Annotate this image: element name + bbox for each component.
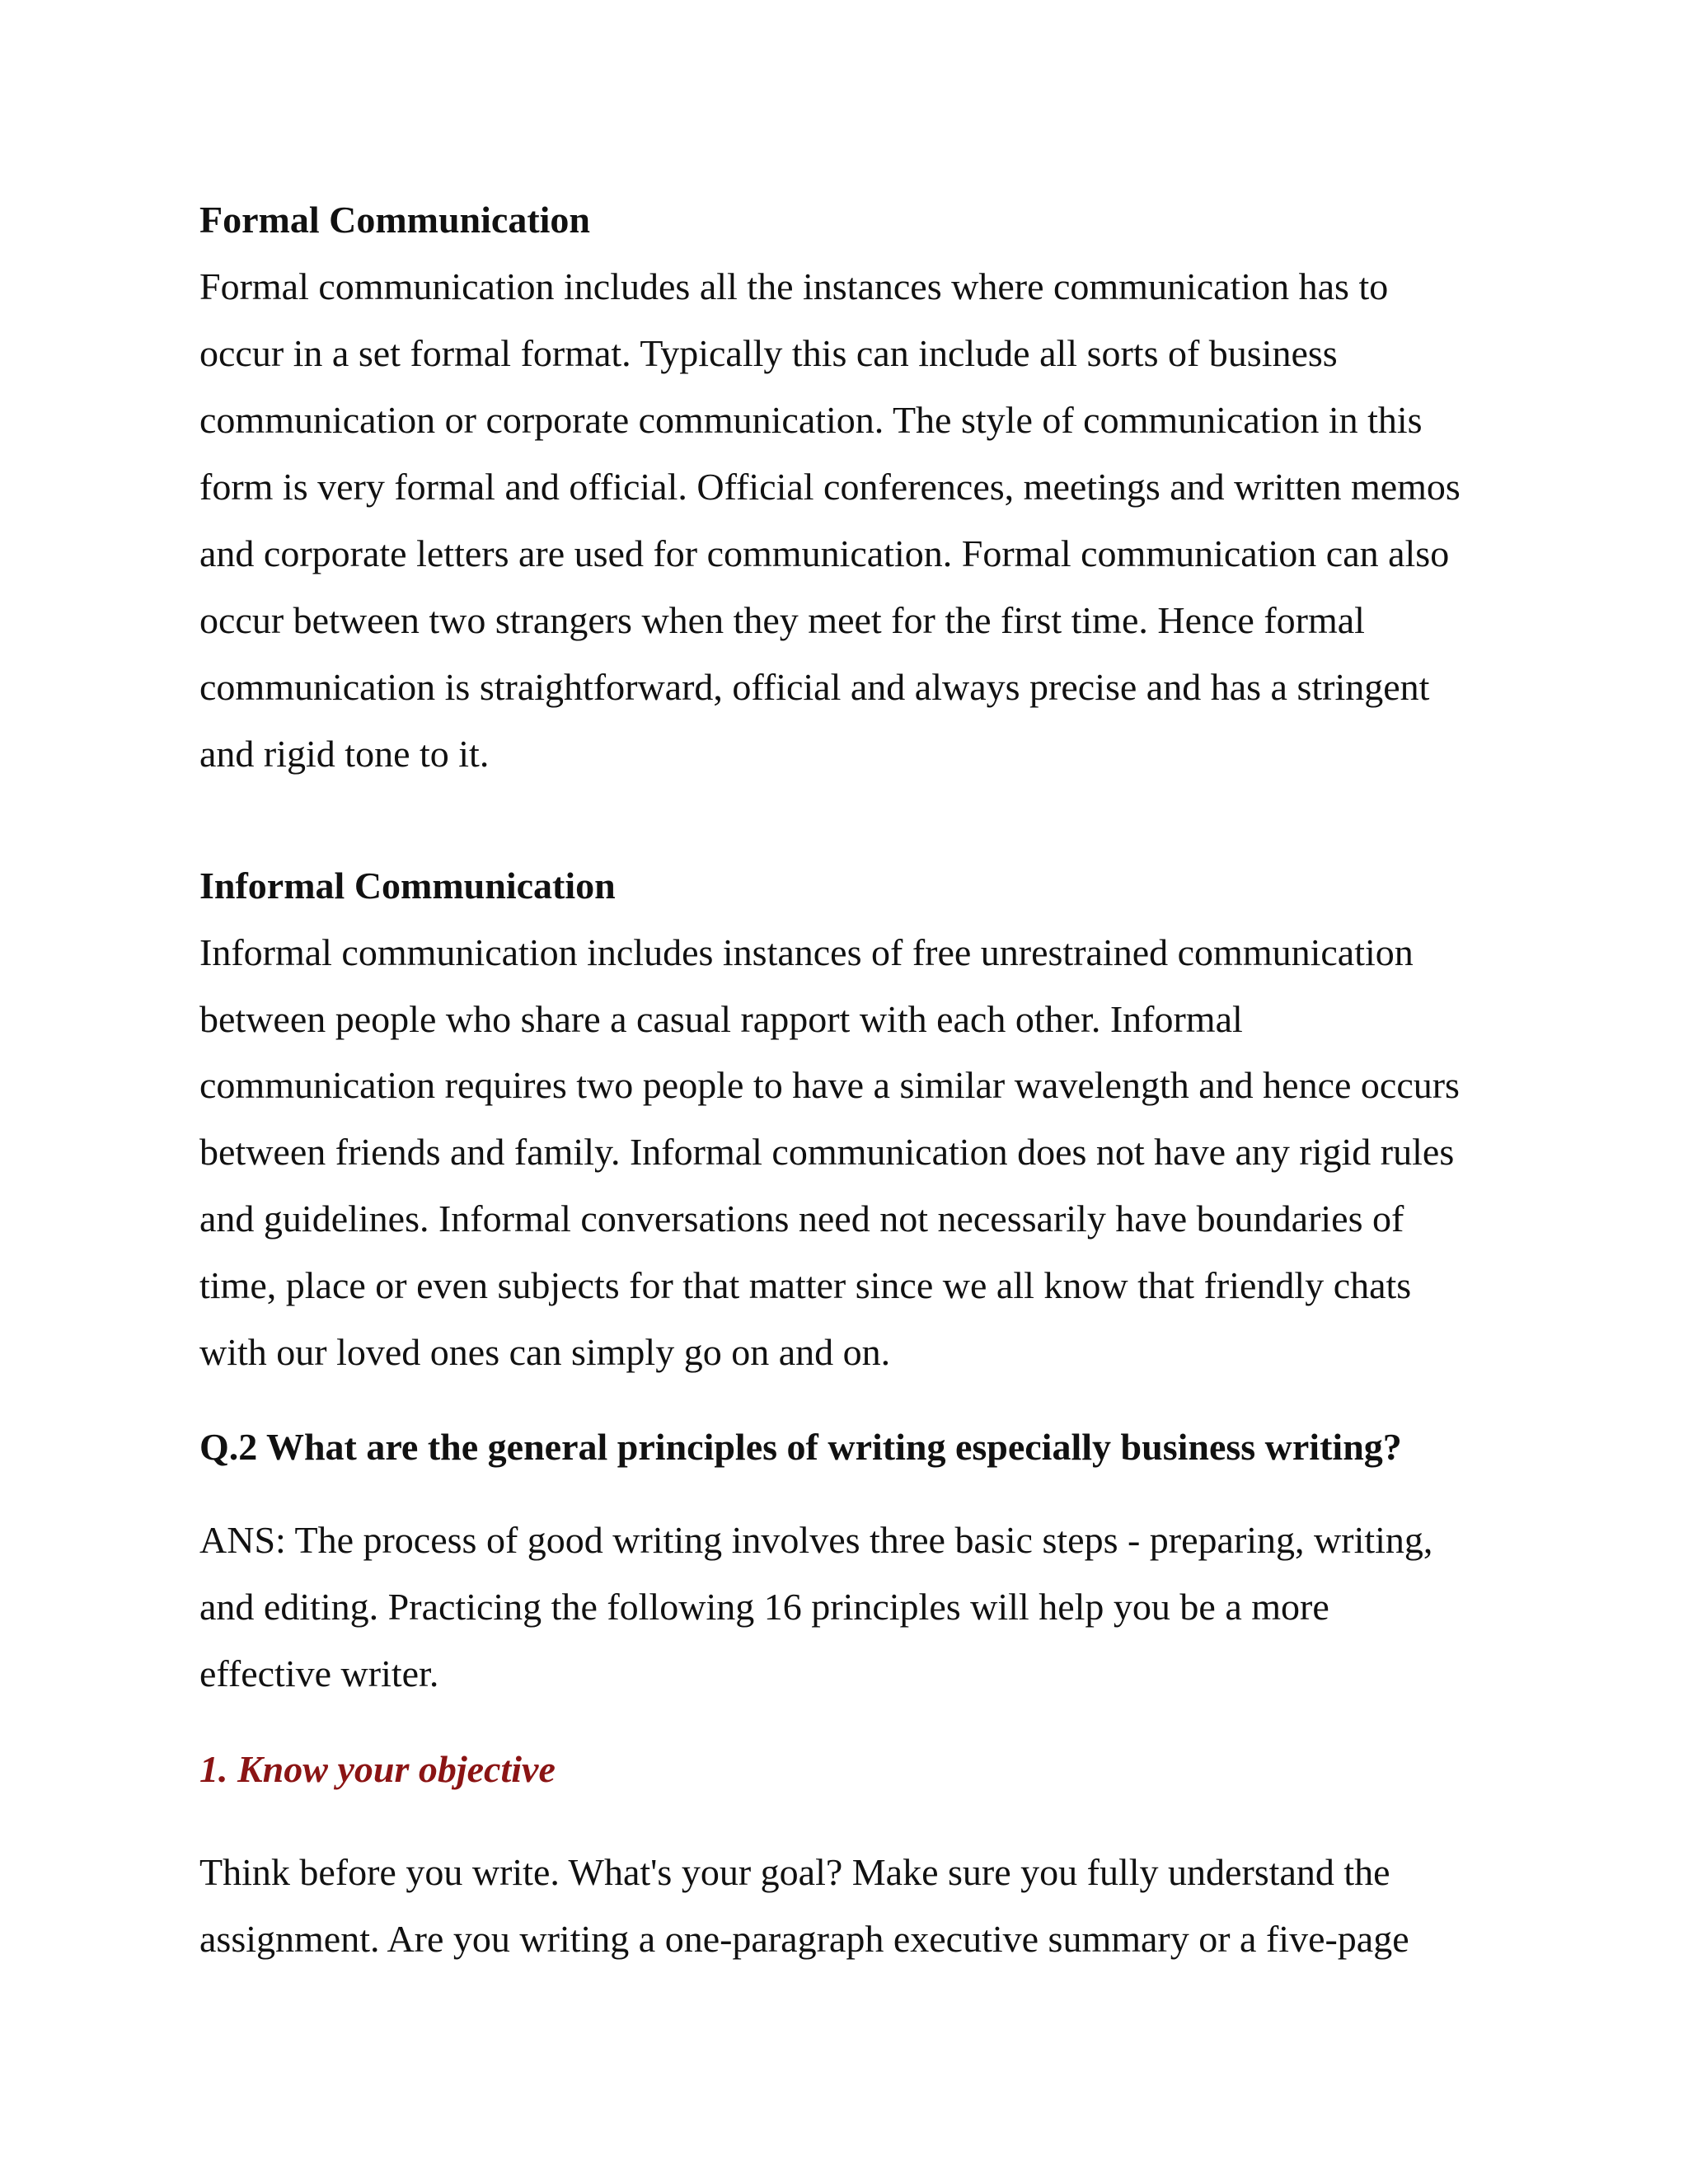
paragraph-line: communication or corporate communication. The style of communication in this: [199, 399, 1423, 441]
paragraph-line: occur in a set formal format. Typically this can include all sorts of business: [199, 332, 1338, 374]
paragraph-line: communication requires two people to have a similar wavelength and hence occurs: [199, 1064, 1460, 1106]
paragraph-line: and corporate letters are used for communication. Formal communication can also: [199, 532, 1450, 574]
paragraph-line: communication is straightforward, official and always precise and has a stringent: [199, 666, 1430, 708]
paragraph-line: and rigid tone to it.: [199, 733, 490, 775]
answer-line: effective writer.: [199, 1652, 439, 1694]
paragraph-line: assignment. Are you writing a one-paragraph executive summary or a five-page: [199, 1918, 1409, 1960]
paragraph-line: form is very formal and official. Official conferences, meetings and written memos: [199, 466, 1461, 508]
paragraph-line: Think before you write. What's your goal? Make sure you fully understand the: [199, 1851, 1390, 1893]
paragraph-line: between people who share a casual rapport with each other. Informal: [199, 998, 1243, 1040]
paragraph-line: Informal communication includes instances of free unrestrained communication: [199, 931, 1414, 973]
question-heading: Q.2 What are the general principles of writing especially business writing?: [199, 1426, 1402, 1468]
answer-line: and editing. Practicing the following 16 principles will help you be a more: [199, 1586, 1329, 1628]
paragraph-line: with our loved ones can simply go on and on.: [199, 1331, 891, 1373]
paragraph-line: and guidelines. Informal conversations need not necessarily have boundaries of: [199, 1197, 1404, 1240]
paragraph-line: Formal communication includes all the instances where communication has to: [199, 265, 1389, 307]
principle-heading: 1. Know your objective: [199, 1748, 556, 1790]
paragraph-line: occur between two strangers when they meet for the first time. Hence formal: [199, 599, 1365, 641]
answer-line: ANS: The process of good writing involves three basic steps - preparing, writing,: [199, 1519, 1433, 1561]
heading-informal-communication: Informal Communication: [199, 865, 616, 907]
heading-formal-communication: Formal Communication: [199, 199, 591, 241]
paragraph-line: between friends and family. Informal communication does not have any rigid rules: [199, 1131, 1455, 1173]
paragraph-line: time, place or even subjects for that matter since we all know that friendly chats: [199, 1264, 1412, 1306]
